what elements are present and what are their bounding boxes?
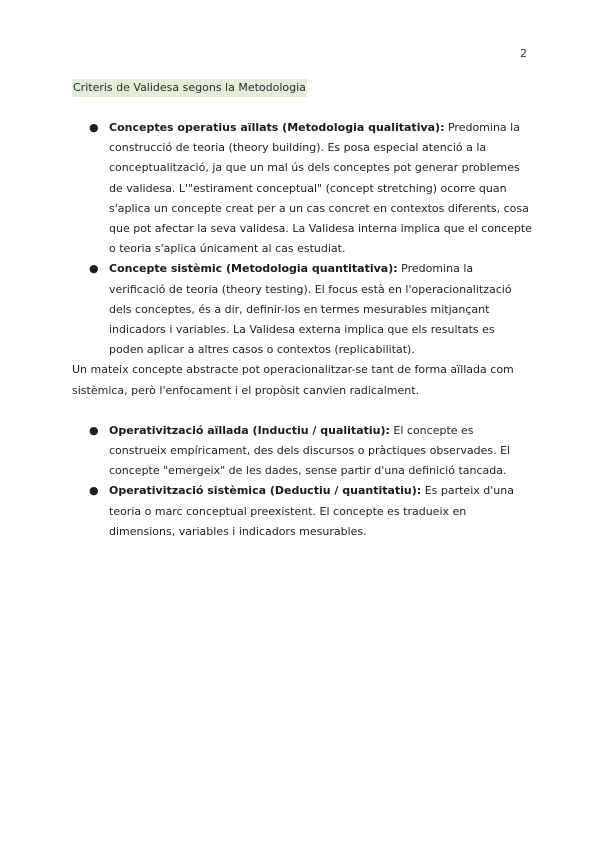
- bullet-icon: ●: [89, 262, 99, 276]
- list-item-text: Es parteix d'una teoria o marc conceptual preexistent. El concepte es tradueix en dimensions, variables i indicadors mesurables.: [109, 484, 514, 538]
- page-number: 2: [520, 47, 527, 60]
- bullet-icon: ●: [89, 484, 99, 498]
- bullet-list-operativization: [72, 421, 532, 542]
- section-heading: Criteris de Validesa segons la Metodologia: [72, 79, 307, 97]
- list-item: [72, 118, 532, 259]
- list-item-text: Predomina la construcció de teoria (theory building). Es posa especial atenció a la conceptualització, ja que un mal ús dels conceptes pot generar problemes de validesa. L'"estirament conceptual" (concept stretching) ocorre quan s'aplica un concepte creat per a un cas concret en contextos diferents, cosa que pot afectar la seva validesa. La Validesa interna implica que el concepte o teoria s'aplica únicament al cas estudiat.: [109, 121, 532, 256]
- list-item-title: Conceptes operatius aïllats (Metodologia qualitativa):: [109, 121, 445, 134]
- body-paragraph: Un mateix concepte abstracte pot operacionalitzar-se tant de forma aïllada com sistèmica, però l'enfocament i el propòsit canvien radicalment.: [72, 363, 514, 397]
- list-item: [72, 259, 532, 360]
- document-body: [72, 118, 532, 542]
- list-item: [72, 421, 532, 482]
- list-item-text: El concepte es construeix empíricament, des dels discursos o pràctiques observades. El concepte "emergeix" de les dades, sense partir d'una definició tancada.: [109, 423, 511, 478]
- bullet-icon: ●: [89, 121, 99, 134]
- list-item-title: Concepte sistèmic (Metodologia quantitativa):: [109, 262, 398, 276]
- bullet-list-criteria: [72, 118, 532, 360]
- list-item: [72, 481, 532, 542]
- list-item-title: Operativització aïllada (Inductiu / qualitatiu):: [109, 423, 390, 437]
- list-item-text: Predomina la verificació de teoria (theory testing). El focus està en l'operacionalització dels conceptes, és a dir, definir-los en termes mesurables mitjançant indicadors i variables. La Validesa externa implica que els resultats es poden aplicar a altres casos o contextos (replicabilitat).: [109, 262, 512, 357]
- list-item-title: Operativització sistèmica (Deductiu / quantitatiu):: [109, 484, 422, 498]
- bullet-icon: ●: [89, 423, 99, 437]
